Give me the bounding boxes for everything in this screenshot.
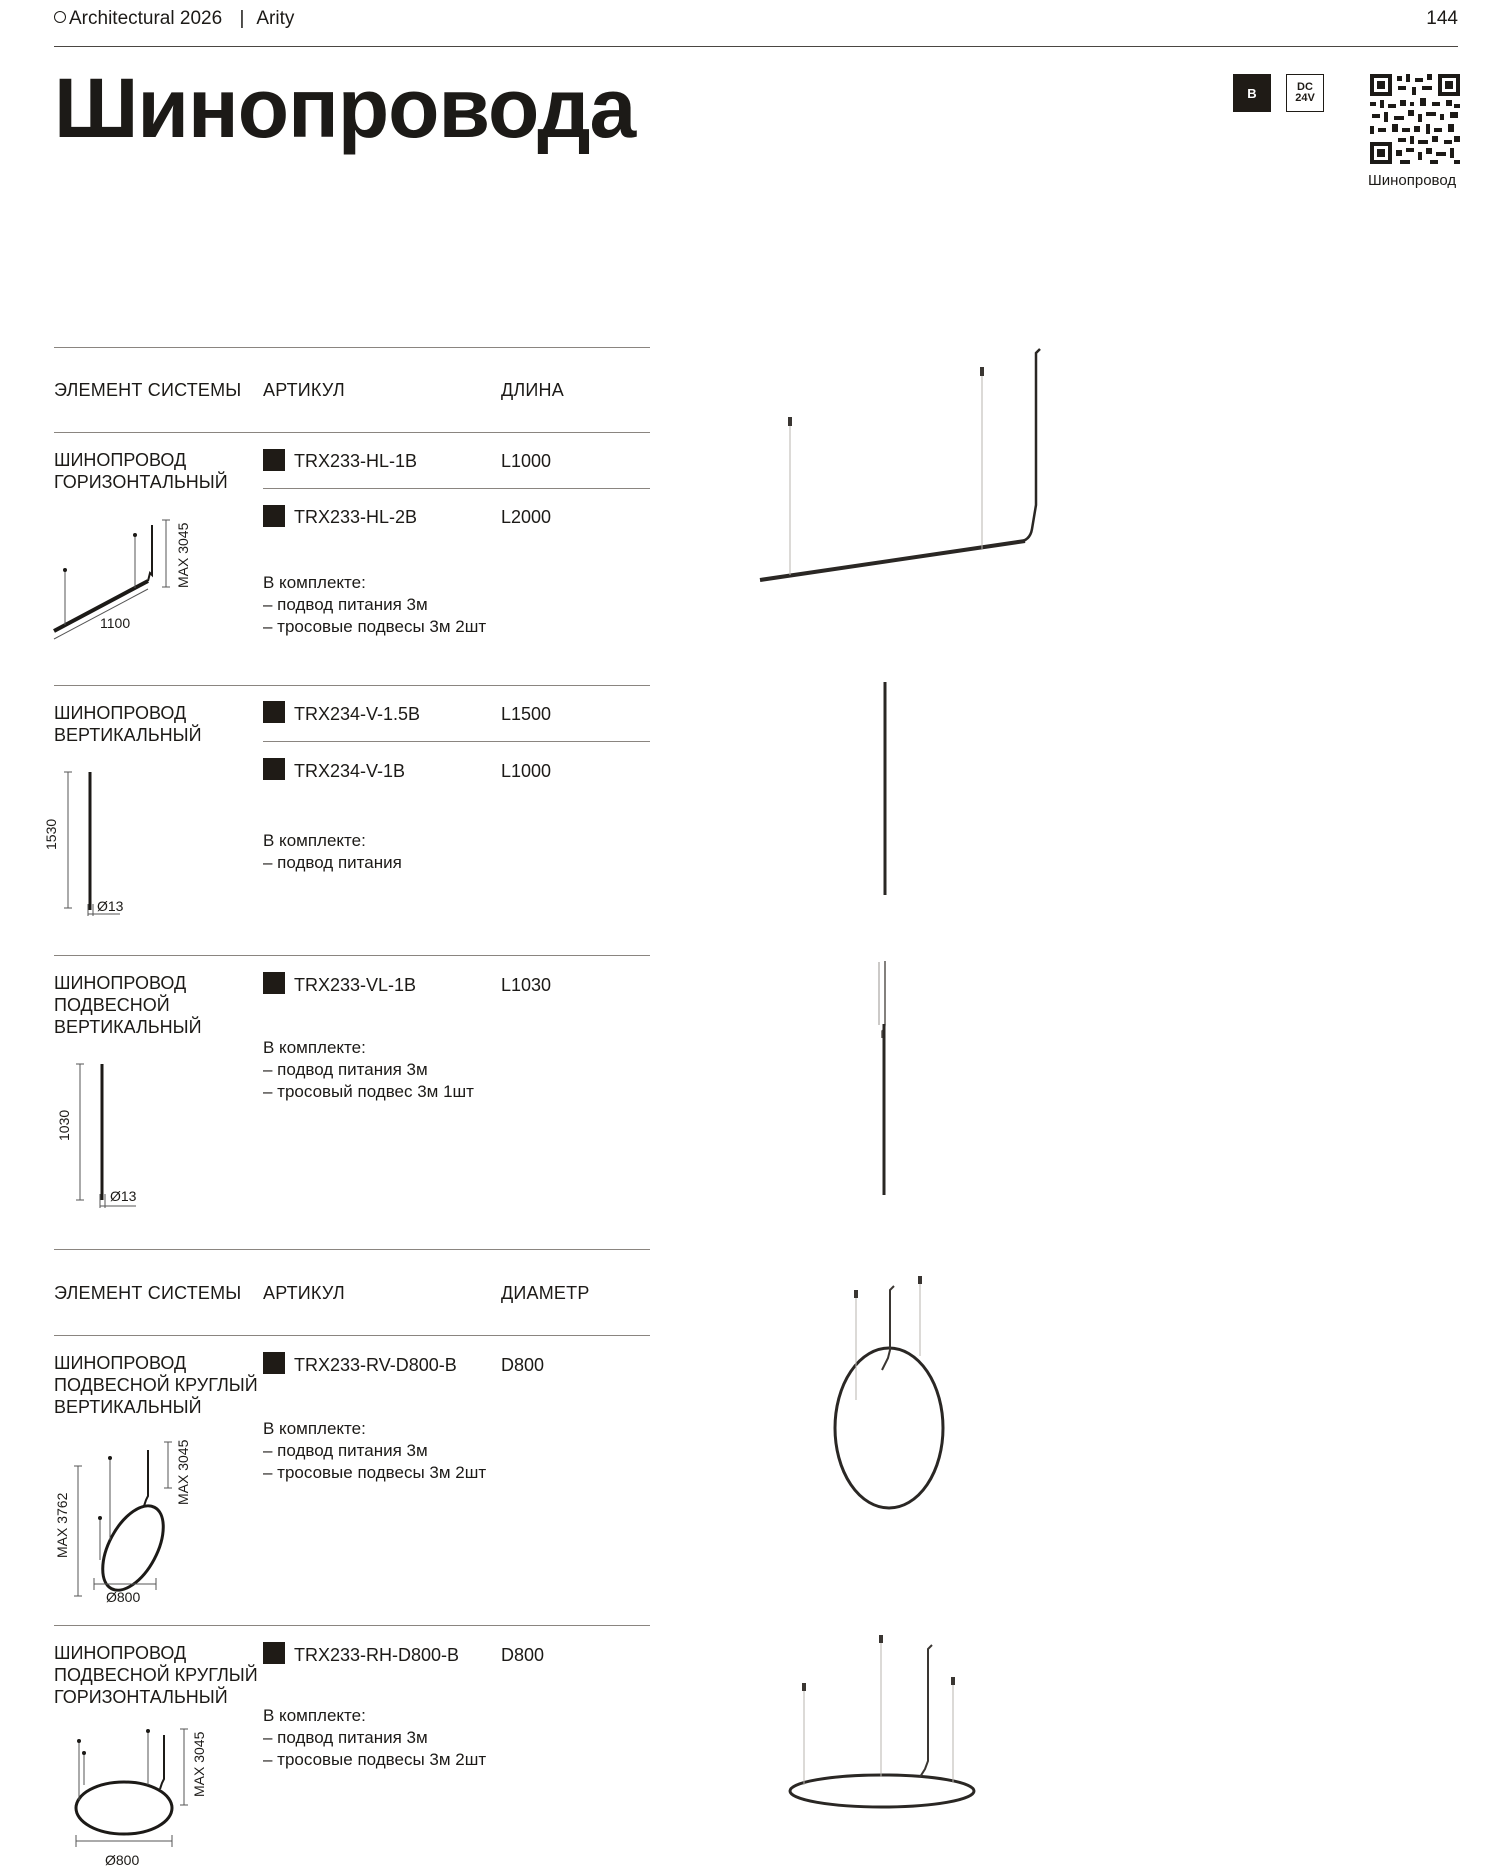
- dimension-label: 1100: [100, 615, 131, 631]
- product-length: L1030: [501, 975, 552, 995]
- kit-contents: В комплекте: – подвод питания: [263, 831, 402, 872]
- column-header-length: ДЛИНА: [501, 380, 564, 400]
- product-name: ШИНОПРОВОД ВЕРТИКАЛЬНЫЙ: [54, 703, 202, 745]
- product-sku: TRX233-HL-2B: [294, 507, 418, 527]
- collection-name: Arity: [256, 8, 295, 29]
- column-header-element: ЭЛЕМЕНТ СИСТЕМЫ: [54, 1283, 242, 1303]
- vertical-track-photo: [880, 680, 900, 900]
- table-divider: [54, 1335, 650, 1336]
- product-sku: TRX233-RH-D800-B: [294, 1645, 460, 1665]
- dimension-label: Ø13: [110, 1188, 137, 1204]
- column-header-diameter: ДИАМЕТР: [501, 1283, 590, 1303]
- header-brand: [54, 8, 294, 30]
- suspended-vertical-track-photo: [870, 960, 900, 1200]
- horizontal-track-photo: [750, 345, 1070, 585]
- product-diameter: D800: [501, 1355, 545, 1375]
- color-swatch: [263, 449, 285, 471]
- round-horizontal-track-photo: [780, 1625, 1000, 1825]
- product-sku: TRX233-HL-1B: [294, 451, 418, 471]
- dimension-label: Ø800: [105, 1852, 140, 1868]
- page-number: 144: [1426, 8, 1458, 29]
- header-divider: [54, 46, 1458, 47]
- product-length: L1000: [501, 451, 552, 471]
- kit-contents: В комплекте: – подвод питания 3м – тросовые подвесы 3м 2шт: [263, 1706, 487, 1769]
- table-divider: [54, 347, 650, 348]
- table-divider: [54, 1249, 650, 1250]
- color-swatch: [263, 1352, 285, 1374]
- dimension-label: Ø13: [97, 898, 124, 914]
- color-swatch: [263, 1642, 285, 1664]
- dimension-label: 1030: [56, 1109, 72, 1141]
- round-vertical-track-photo: [820, 1270, 1000, 1520]
- row-divider: [263, 488, 650, 489]
- page-title: Шинопровода: [54, 61, 636, 155]
- kit-contents: В комплекте: – подвод питания 3м – тросовые подвесы 3м 2шт: [263, 1419, 487, 1482]
- color-swatch: [263, 972, 285, 994]
- brand-text: Architectural 2026: [69, 8, 223, 29]
- section-divider: [54, 685, 650, 686]
- kit-contents: В комплекте: – подвод питания 3м – тросовый подвес 3м 1шт: [263, 1038, 474, 1101]
- product-sku: TRX233-VL-1B: [294, 975, 417, 995]
- qr-code-icon[interactable]: [1370, 74, 1460, 164]
- header-separator: |: [239, 8, 245, 29]
- dimension-label: MAX 3045: [175, 522, 191, 588]
- table-divider: [54, 432, 650, 433]
- dimension-label: MAX 3762: [54, 1492, 70, 1558]
- column-header-sku: АРТИКУЛ: [263, 1283, 345, 1303]
- product-name: ШИНОПРОВОД ПОДВЕСНОЙ КРУГЛЫЙ ВЕРТИКАЛЬНЫЙ: [54, 1353, 258, 1417]
- product-name: ШИНОПРОВОД ПОДВЕСНОЙ ВЕРТИКАЛЬНЫЙ: [54, 973, 202, 1037]
- dimension-label: MAX 3045: [175, 1439, 191, 1505]
- column-header-element: ЭЛЕМЕНТ СИСТЕМЫ: [54, 380, 242, 400]
- product-sku: TRX234-V-1B: [294, 761, 406, 781]
- kit-contents: В комплекте: – подвод питания 3м – тросовые подвесы 3м 2шт: [263, 573, 487, 636]
- circle-icon: [54, 11, 66, 23]
- color-badge: B: [1233, 74, 1271, 112]
- row-divider: [263, 741, 650, 742]
- dimension-label: MAX 3045: [191, 1731, 207, 1797]
- column-header-sku: АРТИКУЛ: [263, 380, 345, 400]
- qr-label: Шинопровод: [1368, 172, 1457, 189]
- color-swatch: [263, 758, 285, 780]
- product-sku: TRX233-RV-D800-B: [294, 1355, 457, 1375]
- color-swatch: [263, 505, 285, 527]
- voltage-badge: DC 24V: [1286, 74, 1324, 112]
- dimension-label: 1530: [43, 818, 59, 850]
- color-swatch: [263, 701, 285, 723]
- dimension-label: Ø800: [106, 1589, 141, 1605]
- product-name: ШИНОПРОВОД ПОДВЕСНОЙ КРУГЛЫЙ ГОРИЗОНТАЛЬНЫЙ: [54, 1643, 258, 1707]
- product-length: L1500: [501, 704, 552, 724]
- product-diameter: D800: [501, 1645, 545, 1665]
- section-divider: [54, 1625, 650, 1626]
- product-name: ШИНОПРОВОД ГОРИЗОНТАЛЬНЫЙ: [54, 450, 228, 492]
- product-length: L1000: [501, 761, 552, 781]
- section-divider: [54, 955, 650, 956]
- product-length: L2000: [501, 507, 552, 527]
- product-sku: TRX234-V-1.5B: [294, 704, 421, 724]
